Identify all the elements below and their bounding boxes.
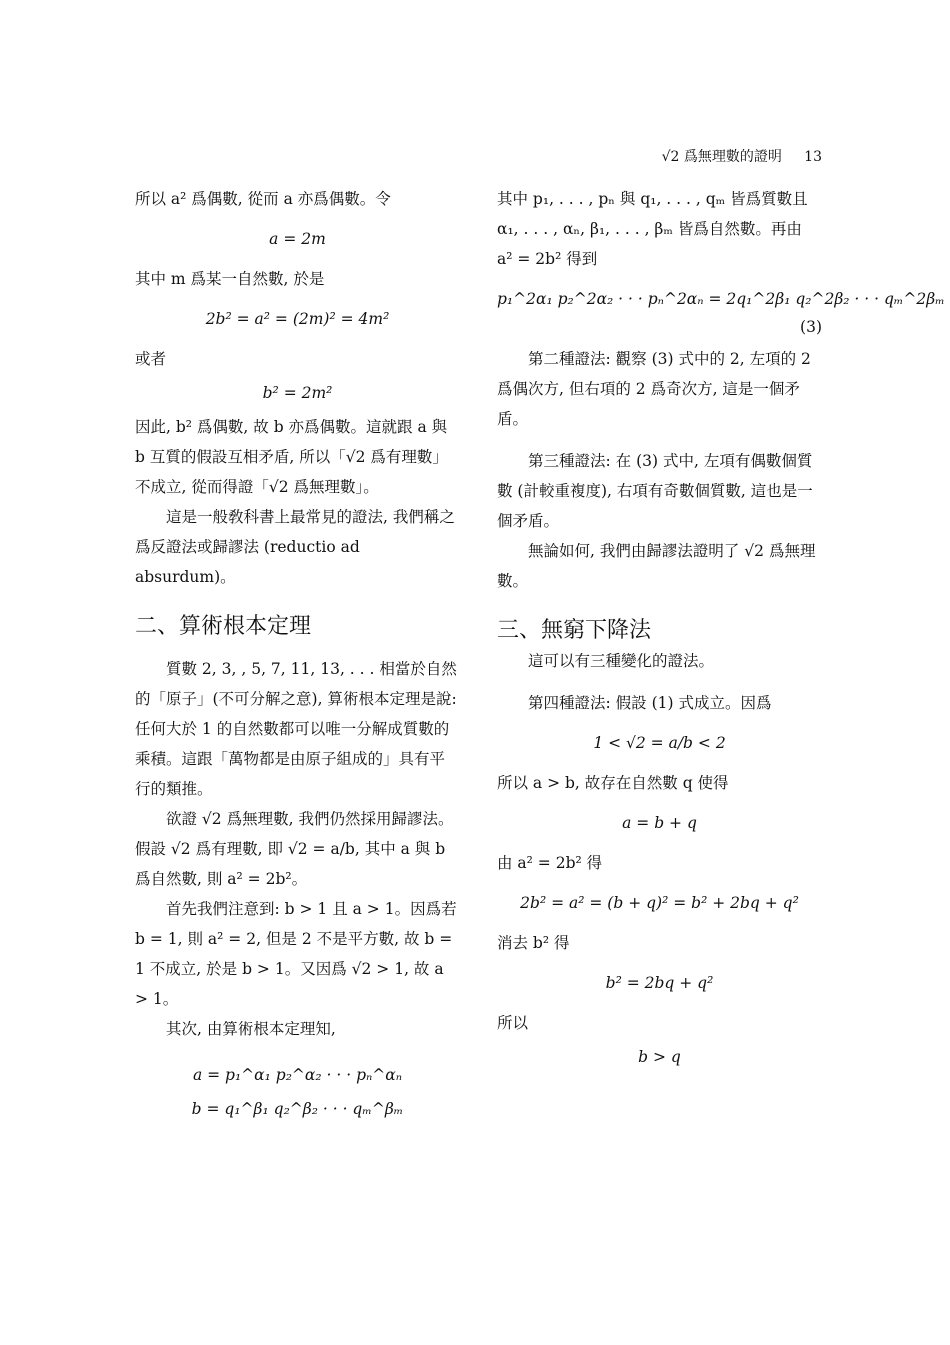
- paragraph: 其次, 由算術根本定理知,: [166, 1020, 336, 1038]
- equation-number: (3): [800, 318, 822, 336]
- equation: b > q: [638, 1048, 681, 1066]
- left-column: [135, 184, 460, 1128]
- equation: b² = 2m²: [262, 384, 333, 402]
- paragraph: 這是一般敎科書上最常見的證法, 我們稱之爲反證法或歸謬法 (reductio ad absurdum)。: [135, 508, 455, 586]
- running-header: [662, 146, 822, 166]
- paragraph: 由 a² = 2b² 得: [497, 854, 603, 872]
- paragraph: 第四種證法: 假設 (1) 式成立。因爲: [528, 694, 772, 712]
- equation-3: [497, 284, 945, 336]
- paragraph: 所以 a² 爲偶數, 從而 a 亦爲偶數。令: [135, 190, 391, 208]
- paragraph: 無論如何, 我們由歸謬法證明了 √2 爲無理數。: [497, 542, 816, 590]
- right-column: [497, 184, 945, 1076]
- paragraph: 消去 b² 得: [497, 934, 570, 952]
- equation: 2b² = a² = (2m)² = 4m²: [205, 310, 390, 328]
- paragraph: 所以: [497, 1014, 529, 1032]
- paragraph: 其中 p₁, . . . , pₙ 與 q₁, . . . , qₘ 皆爲質數且 α₁, . . . , αₙ, β₁, . . . , βₘ 皆爲自然數。再由 a² = 2b² 得到: [497, 190, 808, 268]
- paragraph: 第三種證法: 在 (3) 式中, 左項有偶數個質數 (計較重複度), 右項有奇數個質數, 這也是一個矛盾。: [497, 452, 813, 530]
- equation: p₁^2α₁ p₂^2α₂ · · · pₙ^2αₙ = 2q₁^2β₁ q₂^2β₂ · · · qₘ^2βₘ: [497, 290, 945, 308]
- paragraph: 質數 2, 3, , 5, 7, 11, 13, . . . 相當於自然的「原子」(不可分解之意), 算術根本定理是說: 任何大於 1 的自然數都可以唯一分解成質數的乘積。這跟「萬物都是由原子組成的」具有平行的類推。: [135, 660, 457, 798]
- section-heading: 三、無窮下降法: [497, 618, 652, 643]
- paragraph: 第二種證法: 觀察 (3) 式中的 2, 左項的 2 爲偶次方, 但右項的 2 爲奇次方, 這是一個矛盾。: [497, 350, 811, 428]
- paragraph: 欲證 √2 爲無理數, 我們仍然採用歸謬法。假設 √2 爲有理數, 即 √2 = a/b, 其中 a 與 b 爲自然數, 則 a² = 2b²。: [135, 810, 454, 888]
- paragraph: 或者: [135, 350, 167, 368]
- section-heading: 二、算術根本定理: [135, 614, 312, 639]
- paragraph: 所以 a > b, 故存在自然數 q 使得: [497, 774, 729, 792]
- equation: b = q₁^β₁ q₂^β₂ · · · qₘ^βₘ: [191, 1100, 404, 1118]
- equation: b² = 2bq + q²: [605, 974, 714, 992]
- paragraph: 因此, b² 爲偶數, 故 b 亦爲偶數。這就跟 a 與 b 互質的假設互相矛盾, 所以「√2 爲有理數」不成立, 從而得證「√2 爲無理數」。: [135, 418, 448, 496]
- equation: a = b + q: [622, 814, 697, 832]
- equation: 2b² = a² = (b + q)² = b² + 2bq + q²: [520, 894, 799, 912]
- running-title: √2 爲無理數的證明: [661, 149, 782, 165]
- paragraph: 其中 m 爲某一自然數, 於是: [135, 270, 325, 288]
- equation: 1 < √2 = a/b < 2: [593, 734, 726, 752]
- paragraph: 首先我們注意到: b > 1 且 a > 1。因爲若 b = 1, 則 a² = 2, 但是 2 不是平方數, 故 b = 1 不成立, 於是 b > 1。又因爲 √2 > 1, 故 a > 1。: [135, 900, 457, 1008]
- paragraph: 這可以有三種變化的證法。: [528, 652, 715, 670]
- page-number: 13: [804, 149, 822, 165]
- equation: a = p₁^α₁ p₂^α₂ · · · pₙ^αₙ: [192, 1066, 403, 1084]
- equation: a = 2m: [269, 230, 326, 248]
